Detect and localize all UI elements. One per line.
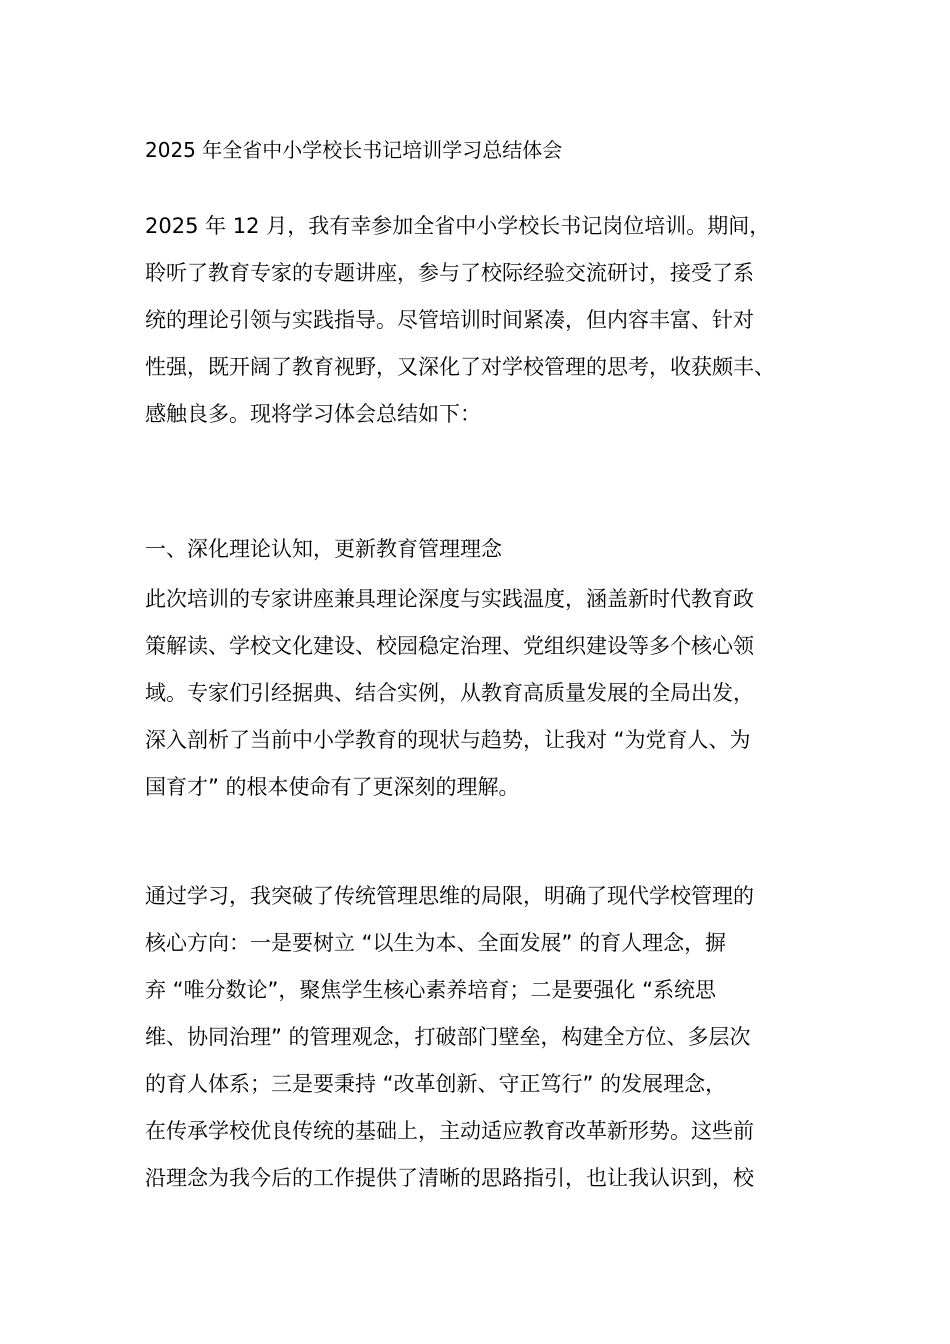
- section2-paragraph: [145, 873, 845, 1202]
- paragraph-line: 域。专家们引经据典、结合实例，从教育高质量发展的全局出发，: [145, 681, 754, 705]
- paragraph-line: 国育才” 的根本使命有了更深刻的理解。: [145, 775, 520, 799]
- paragraph-line: 弃 “唯分数论”，聚焦学生核心素养培育；二是要强化 “系统思: [145, 978, 716, 1002]
- paragraph-line: 的育人体系；三是要秉持 “改革创新、守正笃行” 的发展理念，: [145, 1072, 727, 1096]
- paragraph-line: 聆听了教育专家的专题讲座，参与了校际经验交流研讨，接受了系: [145, 261, 754, 285]
- paragraph-line: 沿理念为我今后的工作提供了清晰的思路指引，也让我认识到，校: [145, 1166, 754, 1190]
- paragraph-line: 深入剖析了当前中小学教育的现状与趋势，让我对 “为党育人、为: [145, 728, 751, 752]
- paragraph-line: 统的理论引领与实践指导。尽管培训时间紧凑，但内容丰富、针对: [145, 308, 754, 332]
- paragraph-line: 性强，既开阔了教育视野，又深化了对学校管理的思考，收获颇丰、: [145, 355, 775, 379]
- section1-paragraph: [145, 576, 845, 811]
- paragraph-line: 通过学习，我突破了传统管理思维的局限，明确了现代学校管理的: [145, 884, 754, 908]
- section-heading-1: 一、深化理论认知，更新教育管理理念: [145, 537, 502, 561]
- paragraph-line: 在传承学校优良传统的基础上，主动适应教育改革新形势。这些前: [145, 1119, 754, 1143]
- paragraph-line: 2025 年 12 月，我有幸参加全省中小学校长书记岗位培训。期间，: [145, 214, 771, 238]
- paragraph-line: 核心方向：一是要树立 “以生为本、全面发展” 的育人理念，摒: [145, 931, 727, 955]
- paragraph-line: 维、协同治理” 的管理观念，打破部门壁垒，构建全方位、多层次: [145, 1025, 751, 1049]
- paragraph-line: 此次培训的专家讲座兼具理论深度与实践温度，涵盖新时代教育政: [145, 587, 754, 611]
- paragraph-line: 策解读、学校文化建设、校园稳定治理、党组织建设等多个核心领: [145, 634, 754, 658]
- paragraph-line: 感触良多。现将学习体会总结如下：: [145, 402, 481, 426]
- document-title: 2025 年全省中小学校长书记培训学习总结体会: [145, 138, 563, 162]
- intro-paragraph: [145, 203, 845, 438]
